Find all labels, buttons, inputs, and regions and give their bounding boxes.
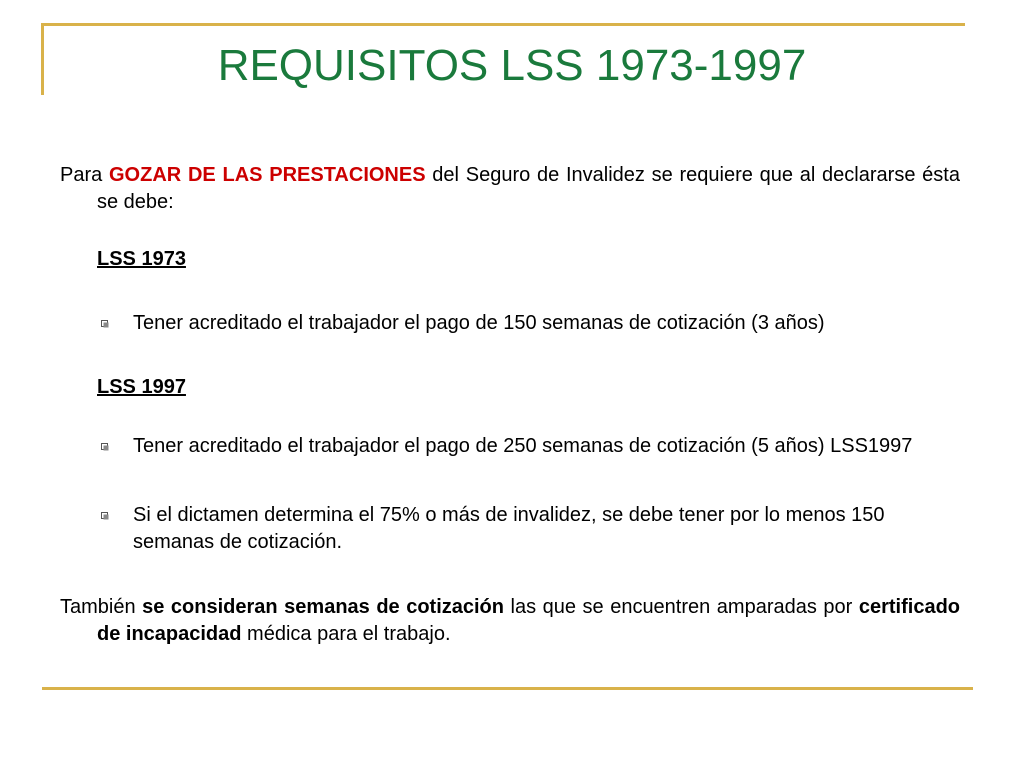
closing-part-2: las que se encuentren amparadas por (503, 596, 859, 618)
square-bullet-icon (101, 512, 109, 520)
frame-bottom-line (42, 687, 973, 690)
closing-part-3: médica para el trabajo. (241, 623, 451, 645)
heading-lss-1973: LSS 1973 (97, 248, 186, 270)
intro-suffix: del Seguro de Invalidez se requiere que al declararse ésta se debe: (97, 164, 960, 213)
bullet-text: Tener acreditado el trabajador el pago de 250 semanas de cotización (5 años) LSS1997 (133, 435, 913, 457)
slide-content (60, 162, 960, 648)
closing-bold-1: se consideran semanas de cotización (142, 596, 504, 618)
bullet-item-1973-1 (60, 310, 960, 337)
bullet-item-1997-1 (60, 433, 960, 460)
intro-paragraph (60, 162, 960, 216)
heading-lss-1997: LSS 1997 (97, 376, 186, 398)
square-bullet-icon (101, 443, 109, 451)
bullet-text: Tener acreditado el trabajador el pago de 150 semanas de cotización (3 años) (133, 312, 825, 334)
slide-title: REQUISITOS LSS 1973-1997 (217, 41, 807, 90)
bullet-item-1997-2 (60, 502, 960, 556)
closing-paragraph (60, 594, 960, 648)
bullet-text: Si el dictamen determina el 75% o más de invalidez, se debe tener por lo menos 150 semanas de cotización. (133, 504, 885, 553)
intro-highlight: GOZAR DE LAS PRESTACIONES (109, 164, 426, 186)
closing-bold-2: certificado de incapacidad (97, 596, 961, 645)
square-bullet-icon (101, 320, 109, 328)
frame-top-line (41, 23, 965, 26)
closing-part-1: También (60, 596, 143, 618)
intro-prefix: Para (60, 164, 109, 186)
